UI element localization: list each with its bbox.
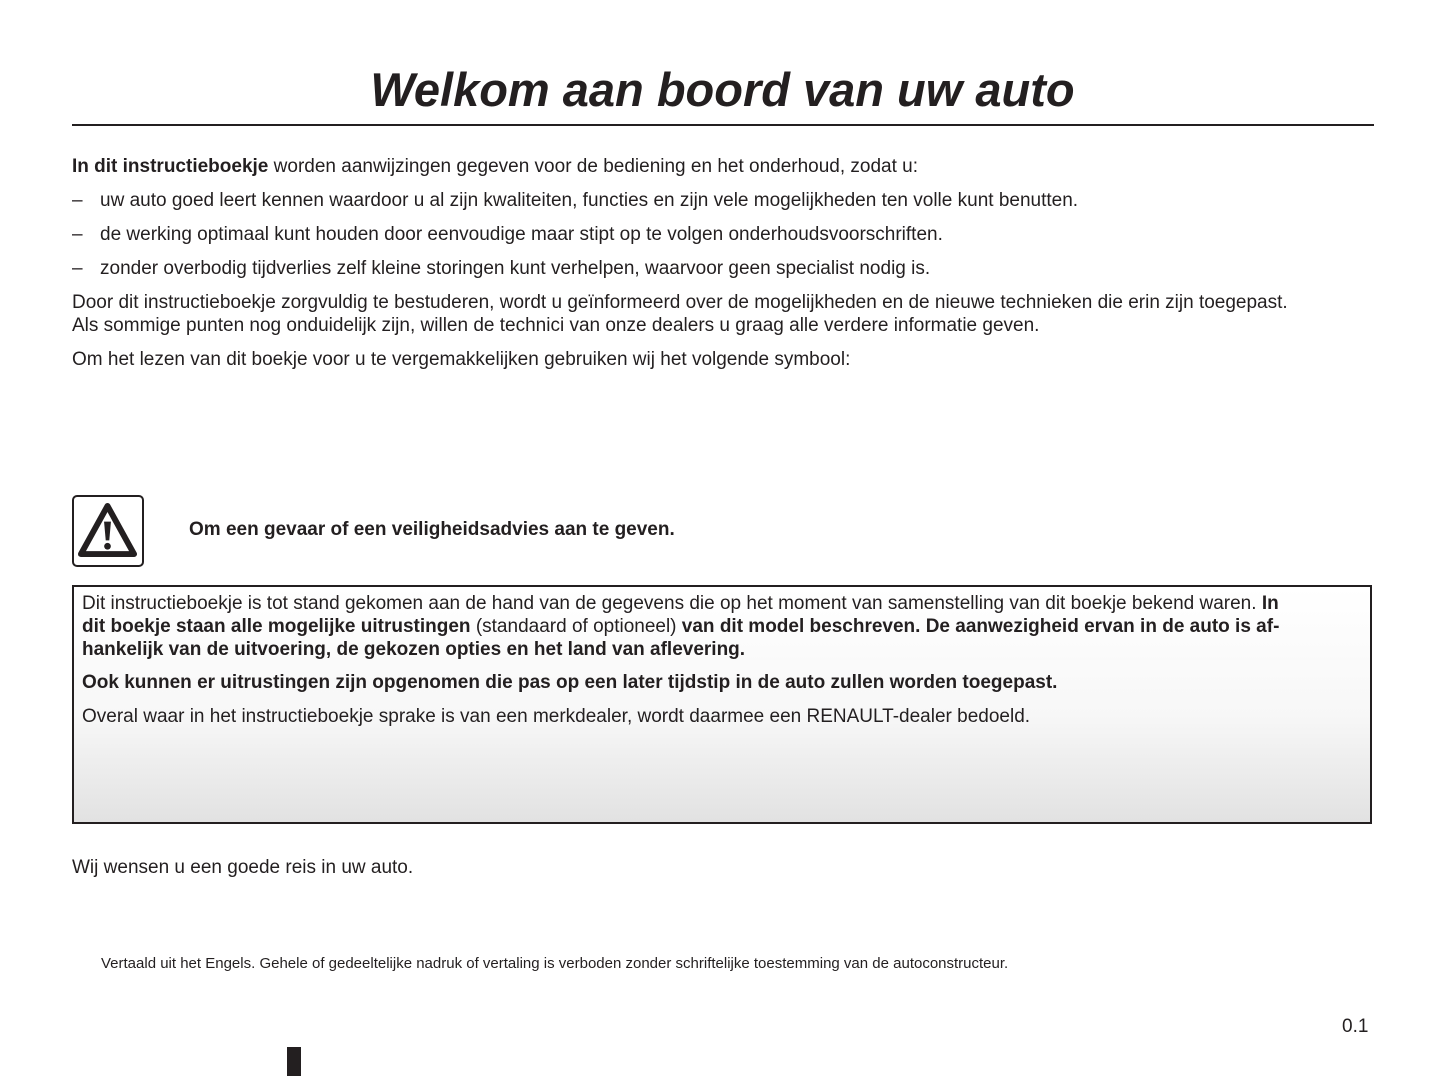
bullet-dash: –: [72, 258, 83, 279]
bullet-text: uw auto goed leert kennen waardoor u al zijn kwaliteiten, functies en zijn vele mogelijkheden ten volle kunt benutten.: [100, 190, 1079, 211]
notice-bold-text: In: [1261, 593, 1279, 614]
intro-paragraph: [72, 155, 1382, 178]
notice-text: Dit instructieboekje is tot stand gekomen aan de hand van de gegevens die op het moment van samenstelling van dit boekje bekend waren.: [82, 593, 1262, 614]
notice-bold-text: hankelijk van de uitvoering, de gekozen opties en het land van aflevering.: [82, 639, 746, 660]
bullet-dash: –: [72, 224, 83, 245]
notice-bold-text: dit boekje staan alle mogelijke uitrustingen: [82, 616, 471, 637]
page-title: Welkom aan boord van uw auto: [370, 63, 1075, 116]
warning-symbol-description: Om een gevaar of een veiligheidsadvies aan te geven.: [189, 519, 675, 540]
bullet-item: [72, 189, 1382, 212]
notice-paragraph-1: [82, 592, 1368, 661]
page-number: 0.1: [1342, 1016, 1369, 1037]
closing-sentence: Wij wensen u een goede reis in uw auto.: [72, 857, 414, 878]
bullet-dash: –: [72, 190, 83, 211]
bullet-text: zonder overbodig tijdverlies zelf kleine storingen kunt verhelpen, waarvoor geen specialist nodig is.: [100, 258, 931, 279]
notice-box: [72, 585, 1372, 824]
warning-triangle-icon: [72, 495, 144, 567]
notice-text: (standaard of optioneel): [470, 616, 682, 637]
notice-paragraph-2: Ook kunnen er uitrustingen zijn opgenomen die pas op een later tijdstip in de auto zullen worden toegepast.: [82, 672, 1058, 693]
bullet-item: [72, 257, 1382, 280]
symbol-intro-paragraph: Om het lezen van dit boekje voor u te vergemakkelijken gebruiken wij het volgende symbool:: [72, 349, 851, 370]
bullet-item: [72, 223, 1382, 246]
intro-bold: In dit instructieboekje: [72, 156, 269, 177]
intro-rest: worden aanwijzingen gegeven voor de bediening en het onderhoud, zodat u:: [268, 156, 919, 177]
title-divider: [72, 124, 1374, 126]
info-paragraph-line-1: Door dit instructieboekje zorgvuldig te bestuderen, wordt u geïnformeerd over de mogelijkheden en de nieuwe technieken die erin zijn toegepast.: [72, 292, 1288, 313]
info-paragraph-line-2: Als sommige punten nog onduidelijk zijn, willen de technici van onze dealers u graag alle verdere informatie geven.: [72, 315, 1040, 336]
bullet-text: de werking optimaal kunt houden door eenvoudige maar stipt op te volgen onderhoudsvoorschriften.: [100, 224, 943, 245]
notice-bold-text: van dit model beschreven. De aanwezigheid ervan in de auto is af-: [681, 616, 1280, 637]
print-mark: [287, 1047, 301, 1076]
notice-paragraph-3: Overal waar in het instructieboekje sprake is van een merkdealer, wordt daarmee een RENAULT-dealer bedoeld.: [82, 706, 1031, 727]
translation-note: Vertaald uit het Engels. Gehele of gedeeltelijke nadruk of vertaling is verboden zonder schriftelijke toestemming van de autoconstructeur.: [101, 955, 1009, 972]
